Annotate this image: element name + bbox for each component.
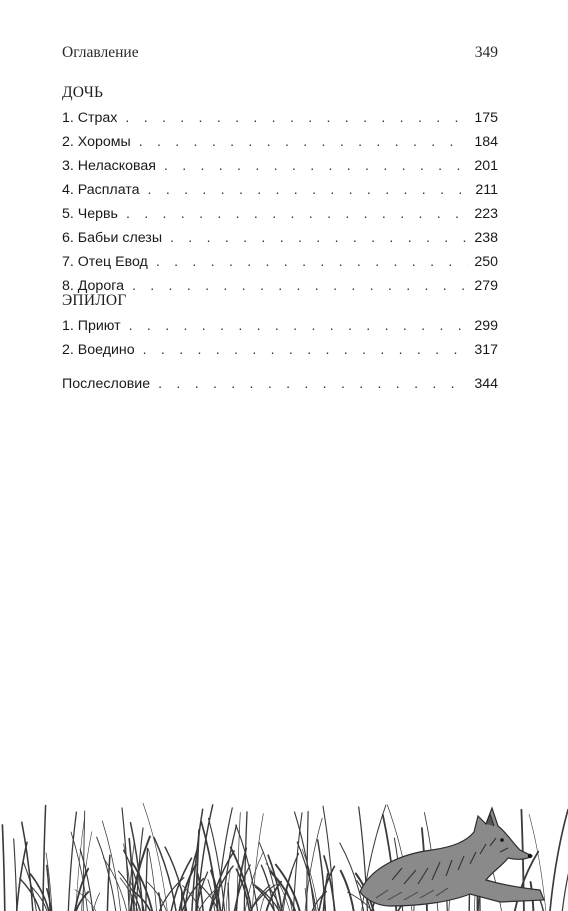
grass-blade xyxy=(14,839,17,911)
toc-entry-title: 2. Воедино xyxy=(62,342,135,358)
toc-entry[interactable] xyxy=(62,182,498,206)
toc-entry-page: 250 xyxy=(474,254,498,270)
dot-leader xyxy=(128,278,468,294)
toc-entry-title: Послесловие xyxy=(62,376,151,392)
toc-entry-title: 4. Расплата xyxy=(62,182,140,198)
dot-leader xyxy=(122,206,468,222)
wolf-in-grass-illustration xyxy=(0,780,568,911)
dot-leader xyxy=(121,110,468,126)
toc-list-afterword xyxy=(62,376,498,400)
toc-entry[interactable] xyxy=(62,158,498,182)
grass-blade xyxy=(341,871,354,911)
toc-list-epilog xyxy=(62,318,498,366)
grass-blade xyxy=(17,842,27,911)
dot-leader xyxy=(154,376,468,392)
toc-entry-page: 317 xyxy=(474,342,498,358)
toc-entry-page: 279 xyxy=(474,278,498,294)
dot-leader xyxy=(152,254,469,270)
page-number: 349 xyxy=(474,44,498,61)
running-head-title: Оглавление xyxy=(62,44,139,61)
grass-blade xyxy=(562,836,568,911)
dot-leader xyxy=(135,134,469,150)
toc-entry-title: 5. Червь xyxy=(62,206,118,222)
toc-entry-afterword[interactable] xyxy=(62,376,498,400)
toc-entry-page: 184 xyxy=(474,134,498,150)
toc-entry-title: 8. Дорога xyxy=(62,278,124,294)
toc-entry[interactable] xyxy=(62,110,498,134)
toc-list-doch xyxy=(62,110,498,302)
toc-entry[interactable] xyxy=(62,254,498,278)
toc-entry[interactable] xyxy=(62,206,498,230)
section-title-epilog: ЭПИЛОГ xyxy=(62,292,127,309)
grass-blade xyxy=(515,852,538,911)
toc-entry[interactable] xyxy=(62,230,498,254)
grass-blade xyxy=(68,812,76,911)
toc-entry-page: 299 xyxy=(474,318,498,334)
toc-entry[interactable] xyxy=(62,342,498,366)
wolf-icon xyxy=(360,808,544,906)
toc-entry[interactable] xyxy=(62,278,498,302)
section-title-doch: ДОЧЬ xyxy=(62,84,104,101)
grass-blade xyxy=(217,808,232,911)
toc-entry[interactable] xyxy=(62,134,498,158)
dot-leader xyxy=(160,158,468,174)
toc-entry-page: 201 xyxy=(474,158,498,174)
dot-leader xyxy=(166,230,468,246)
toc-entry-page: 211 xyxy=(475,182,498,198)
toc-entry-title: 2. Хоромы xyxy=(62,134,131,150)
dot-leader xyxy=(139,342,469,358)
toc-entry-page: 344 xyxy=(474,376,498,392)
toc-entry-title: 1. Страх xyxy=(62,110,118,126)
grass-blade xyxy=(102,821,120,911)
toc-entry-page: 175 xyxy=(474,110,498,126)
toc-entry[interactable] xyxy=(62,318,498,342)
toc-entry-title: 6. Бабьи слезы xyxy=(62,230,163,246)
toc-entry-title: 3. Неласковая xyxy=(62,158,156,174)
toc-entry-title: 1. Приют xyxy=(62,318,121,334)
grass-blade xyxy=(146,848,148,911)
dot-leader xyxy=(125,318,469,334)
toc-entry-page: 223 xyxy=(474,206,498,222)
grass-blade xyxy=(22,822,33,911)
grass-blade xyxy=(2,825,4,911)
grass-blade xyxy=(550,810,568,911)
toc-entry-page: 238 xyxy=(474,230,498,246)
toc-entry-title: 7. Отец Евод xyxy=(62,254,148,270)
dot-leader xyxy=(144,182,470,198)
running-head xyxy=(62,44,498,62)
grass-blade xyxy=(107,855,110,911)
